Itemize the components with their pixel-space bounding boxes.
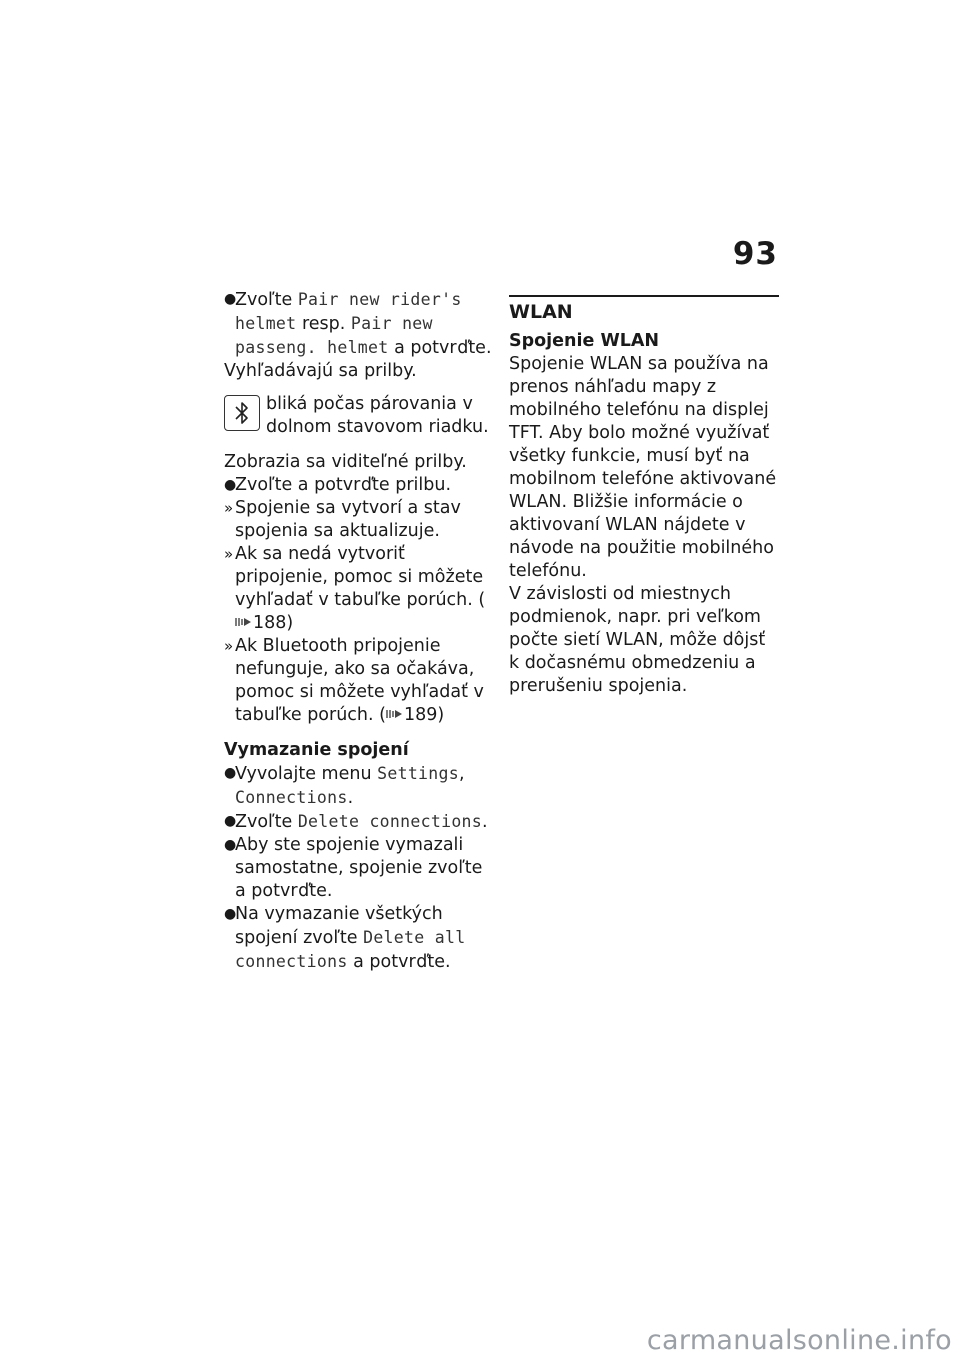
result-item: » Spojenie sa vytvorí a stav spojenia sa aktualizuje. bbox=[224, 498, 461, 541]
menu-code: Delete all connections bbox=[235, 928, 466, 971]
list-item: ● Zvoľte Pair new rider's helmet resp. Pair new passeng. helmet a potvrďte. bbox=[224, 290, 492, 358]
list-item: ● Zvoľte a potvrďte prilbu. bbox=[224, 475, 452, 495]
arrow-icon: » bbox=[224, 637, 234, 655]
bluetooth-note bbox=[224, 393, 492, 439]
list-item: ● Zvoľte Delete connections. bbox=[224, 812, 488, 832]
arrow-icon: » bbox=[224, 499, 234, 517]
section-title: WLAN bbox=[509, 301, 573, 323]
left-column bbox=[224, 288, 492, 974]
menu-code: Connections bbox=[235, 788, 348, 807]
list-item: ● Na vymazanie všetkých spojení zvoľte Delete all connections a potvrďte. bbox=[224, 904, 466, 972]
bluetooth-note-text: bliká počas párovania v dolnom stavovom riadku. bbox=[266, 394, 489, 437]
paragraph: Spojenie WLAN sa používa na prenos náhľadu mapy z mobilného telefónu na displej TFT. Aby bolo možné využívať všetky funkcie, musí byť na mobilnom telefóne aktivované WLAN. Bližšie informácie o aktivovaní WLAN nájdete v návode na použitie mobilného telefónu. bbox=[509, 354, 777, 581]
section-divider bbox=[509, 295, 779, 297]
paragraph: V závislosti od miestnych podmienok, napr. pri veľkom počte sietí WLAN, môže dôjsť k dočasnému obmedzeniu a prerušeniu spojenia. bbox=[509, 584, 766, 696]
page-reference[interactable]: 188 bbox=[253, 613, 287, 633]
list-item: ● Vyvolajte menu Settings, Connections. bbox=[224, 764, 465, 808]
result-item: » Ak Bluetooth pripojenie nefunguje, ako sa očakáva, pomoc si môžete vyhľadať v tabuľke porúch. ( 189) bbox=[224, 636, 484, 725]
menu-code: Delete connections bbox=[297, 812, 483, 831]
bullet-icon: ● bbox=[224, 906, 237, 922]
page-reference-icon bbox=[235, 616, 253, 628]
watermark: carmanualsonline.info bbox=[646, 1325, 952, 1356]
page-reference-icon bbox=[386, 708, 404, 720]
bullet-icon: ● bbox=[224, 291, 237, 307]
bullet-icon: ● bbox=[224, 837, 237, 853]
menu-code: Pair new passeng. helmet bbox=[235, 314, 433, 357]
menu-code: Settings bbox=[377, 764, 459, 783]
bullet-icon: ● bbox=[224, 813, 237, 829]
bullet-icon: ● bbox=[224, 477, 237, 493]
list-item: ● Aby ste spojenie vymazali samostatne, spojenie zvoľte a potvrďte. bbox=[224, 835, 483, 901]
page-number: 93 bbox=[732, 236, 778, 272]
section-heading: Spojenie WLAN bbox=[509, 331, 660, 351]
bullet-icon: ● bbox=[224, 765, 237, 781]
paragraph: Zobrazia sa viditeľné prilby. bbox=[224, 452, 467, 472]
paragraph: Vyhľadávajú sa prilby. bbox=[224, 361, 417, 381]
menu-code: Pair new rider's helmet bbox=[235, 290, 462, 333]
arrow-icon: » bbox=[224, 545, 234, 563]
result-item: » Ak sa nedá vytvoriť pripojenie, pomoc si môžete vyhľadať v tabuľke porúch. (188) bbox=[224, 544, 486, 633]
right-column bbox=[509, 288, 779, 698]
section-heading: Vymazanie spojení bbox=[224, 740, 409, 760]
page-reference[interactable]: 189 bbox=[403, 705, 438, 725]
bluetooth-icon bbox=[224, 395, 260, 431]
